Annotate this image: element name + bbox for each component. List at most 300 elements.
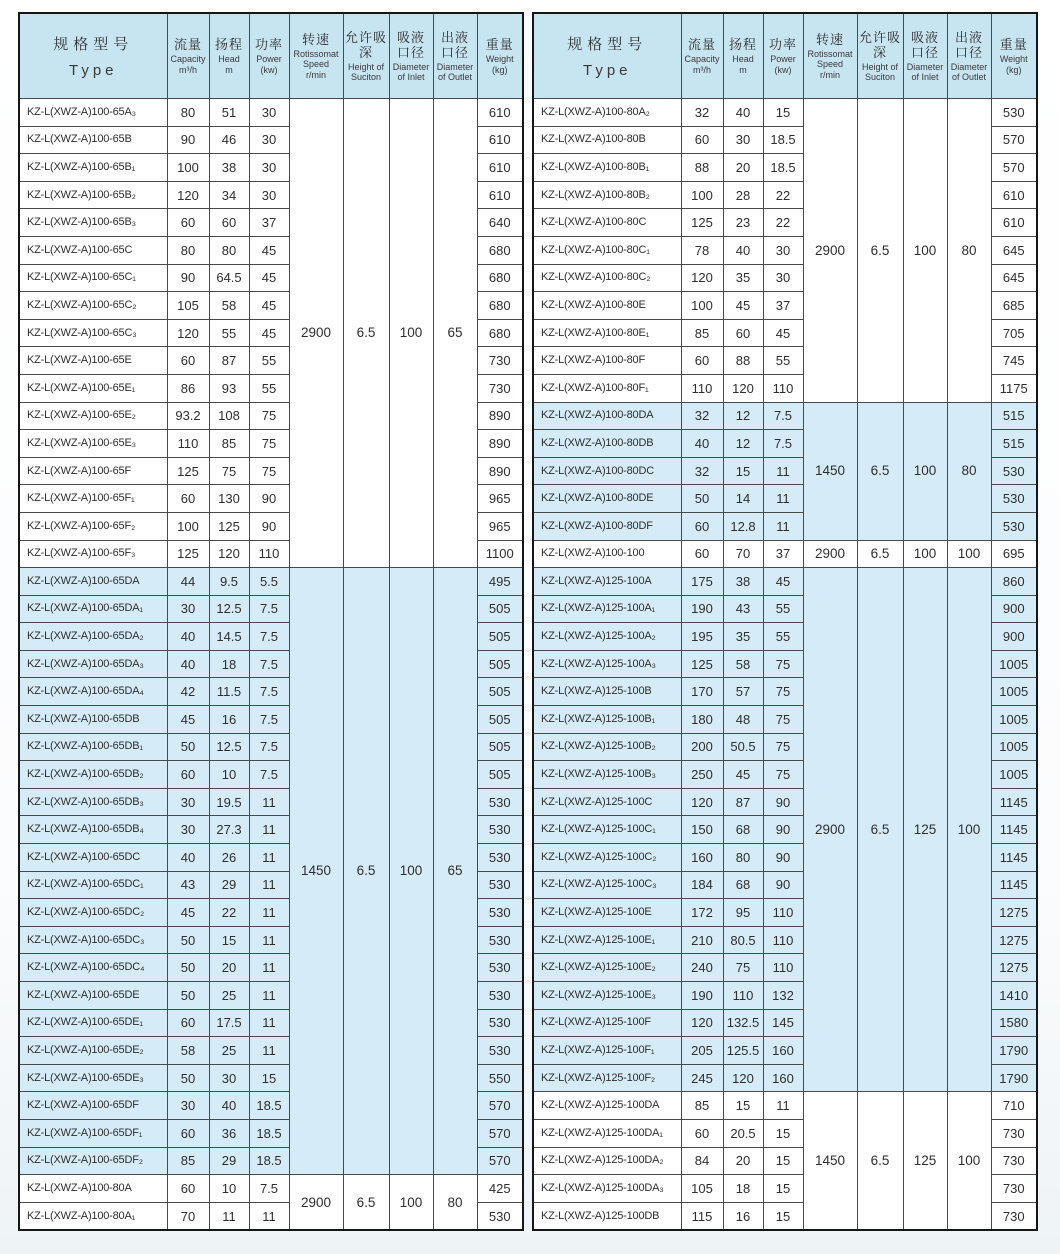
head-cell: 20 — [723, 154, 763, 182]
weight-cell: 890 — [477, 430, 523, 458]
outlet-diameter-cell: 80 — [947, 99, 991, 403]
type-cell: KZ-L(XWZ-A)125-100A₂ — [533, 623, 681, 651]
weight-cell: 645 — [991, 236, 1037, 264]
type-cell: KZ-L(XWZ-A)100-65E₁ — [19, 374, 167, 402]
head-cell: 28 — [723, 181, 763, 209]
head-cell: 38 — [209, 154, 249, 182]
power-cell: 11 — [249, 982, 289, 1010]
inlet-diameter-cell: 100 — [903, 402, 947, 540]
head-cell: 60 — [209, 209, 249, 237]
weight-cell: 530 — [477, 1009, 523, 1037]
weight-cell: 515 — [991, 402, 1037, 430]
head-cell: 45 — [723, 761, 763, 789]
head-cell: 85 — [209, 430, 249, 458]
weight-cell: 1005 — [991, 678, 1037, 706]
type-cell: KZ-L(XWZ-A)100-65DE — [19, 982, 167, 1010]
capacity-cell: 60 — [681, 126, 723, 154]
weight-cell: 685 — [991, 292, 1037, 320]
speed-cell: 2900 — [289, 1175, 343, 1231]
head-cell: 11 — [209, 1202, 249, 1230]
inlet-diameter-cell: 100 — [389, 568, 433, 1175]
type-cell: KZ-L(XWZ-A)100-65DB — [19, 706, 167, 734]
inlet-diameter-cell: 125 — [903, 1092, 947, 1230]
power-cell: 30 — [249, 99, 289, 127]
head-cell: 58 — [723, 650, 763, 678]
head-cell: 130 — [209, 485, 249, 513]
weight-cell: 505 — [477, 650, 523, 678]
power-cell: 7.5 — [249, 706, 289, 734]
head-cell: 93 — [209, 374, 249, 402]
weight-cell: 730 — [477, 347, 523, 375]
weight-cell: 505 — [477, 733, 523, 761]
head-cell: 16 — [723, 1202, 763, 1230]
power-cell: 30 — [249, 154, 289, 182]
capacity-cell: 30 — [167, 595, 209, 623]
type-cell: KZ-L(XWZ-A)100-65DB₂ — [19, 761, 167, 789]
capacity-cell: 200 — [681, 733, 723, 761]
inlet-diameter-cell: 125 — [903, 568, 947, 1092]
power-cell: 45 — [249, 236, 289, 264]
power-cell: 55 — [763, 623, 803, 651]
weight-cell: 610 — [477, 154, 523, 182]
head-cell: 75 — [723, 954, 763, 982]
head-cell: 88 — [723, 347, 763, 375]
capacity-cell: 60 — [681, 1119, 723, 1147]
capacity-cell: 30 — [167, 788, 209, 816]
capacity-cell: 43 — [167, 871, 209, 899]
power-cell: 18.5 — [249, 1092, 289, 1120]
type-cell: KZ-L(XWZ-A)100-80C — [533, 209, 681, 237]
weight-cell: 1145 — [991, 871, 1037, 899]
type-cell: KZ-L(XWZ-A)100-65F — [19, 457, 167, 485]
power-cell: 18.5 — [249, 1119, 289, 1147]
spec-row — [533, 540, 1037, 568]
head-cell: 87 — [209, 347, 249, 375]
type-cell: KZ-L(XWZ-A)100-80B — [533, 126, 681, 154]
power-cell: 75 — [763, 650, 803, 678]
type-cell: KZ-L(XWZ-A)125-100A₃ — [533, 650, 681, 678]
power-cell: 75 — [249, 430, 289, 458]
power-cell: 11 — [249, 871, 289, 899]
weight-cell: 530 — [477, 816, 523, 844]
type-cell: KZ-L(XWZ-A)125-100C₁ — [533, 816, 681, 844]
capacity-cell: 40 — [167, 650, 209, 678]
type-cell: KZ-L(XWZ-A)100-65DA — [19, 568, 167, 596]
power-cell: 18.5 — [763, 154, 803, 182]
power-cell: 160 — [763, 1037, 803, 1065]
weight-cell: 610 — [477, 99, 523, 127]
weight-cell: 680 — [477, 319, 523, 347]
capacity-cell: 240 — [681, 954, 723, 982]
type-cell: KZ-L(XWZ-A)100-80E₁ — [533, 319, 681, 347]
head-cell: 45 — [723, 292, 763, 320]
power-cell: 15 — [763, 1147, 803, 1175]
head-cell: 64.5 — [209, 264, 249, 292]
type-cell: KZ-L(XWZ-A)100-65E — [19, 347, 167, 375]
weight-cell: 890 — [477, 457, 523, 485]
head-cell: 68 — [723, 871, 763, 899]
capacity-cell: 205 — [681, 1037, 723, 1065]
capacity-cell: 110 — [681, 374, 723, 402]
type-cell: KZ-L(XWZ-A)100-65F₁ — [19, 485, 167, 513]
pump-spec-table-left — [18, 12, 524, 1231]
head-cell: 38 — [723, 568, 763, 596]
power-cell: 11 — [763, 1092, 803, 1120]
capacity-cell: 60 — [167, 347, 209, 375]
weight-cell: 530 — [477, 844, 523, 872]
weight-cell: 1175 — [991, 374, 1037, 402]
capacity-cell: 245 — [681, 1064, 723, 1092]
power-cell: 37 — [763, 540, 803, 568]
head-cell: 75 — [209, 457, 249, 485]
power-cell: 110 — [763, 926, 803, 954]
weight-cell: 530 — [477, 899, 523, 927]
power-cell: 75 — [763, 733, 803, 761]
column-header-speed: 转速 Rotissomat Speed r/min — [289, 13, 343, 99]
weight-cell: 1410 — [991, 982, 1037, 1010]
head-cell: 10 — [209, 1175, 249, 1203]
head-cell: 36 — [209, 1119, 249, 1147]
head-cell: 30 — [209, 1064, 249, 1092]
inlet-diameter-cell: 100 — [389, 99, 433, 568]
type-cell: KZ-L(XWZ-A)100-65DE₃ — [19, 1064, 167, 1092]
capacity-cell: 40 — [681, 430, 723, 458]
head-cell: 27.3 — [209, 816, 249, 844]
type-cell: KZ-L(XWZ-A)125-100E₃ — [533, 982, 681, 1010]
capacity-cell: 125 — [681, 650, 723, 678]
capacity-cell: 125 — [681, 209, 723, 237]
capacity-cell: 85 — [681, 1092, 723, 1120]
suction-height-cell: 6.5 — [343, 99, 389, 568]
type-cell: KZ-L(XWZ-A)100-65DB₃ — [19, 788, 167, 816]
type-cell: KZ-L(XWZ-A)100-80C₁ — [533, 236, 681, 264]
weight-cell: 550 — [477, 1064, 523, 1092]
power-cell: 11 — [249, 899, 289, 927]
capacity-cell: 172 — [681, 899, 723, 927]
weight-cell: 610 — [477, 181, 523, 209]
head-cell: 26 — [209, 844, 249, 872]
column-header-head: 扬程 Head m — [723, 13, 763, 99]
capacity-cell: 60 — [681, 347, 723, 375]
type-cell: KZ-L(XWZ-A)100-65DE₂ — [19, 1037, 167, 1065]
type-cell: KZ-L(XWZ-A)125-100DA₁ — [533, 1119, 681, 1147]
capacity-cell: 50 — [167, 926, 209, 954]
weight-cell: 1275 — [991, 899, 1037, 927]
power-cell: 55 — [763, 595, 803, 623]
type-cell: KZ-L(XWZ-A)125-100C — [533, 788, 681, 816]
weight-cell: 505 — [477, 678, 523, 706]
speed-cell: 2900 — [803, 568, 857, 1092]
outlet-diameter-cell: 65 — [433, 99, 477, 568]
power-cell: 30 — [249, 181, 289, 209]
type-cell: KZ-L(XWZ-A)100-65A₃ — [19, 99, 167, 127]
power-cell: 55 — [763, 347, 803, 375]
head-cell: 60 — [723, 319, 763, 347]
capacity-cell: 100 — [167, 154, 209, 182]
capacity-cell: 32 — [681, 99, 723, 127]
power-cell: 90 — [249, 485, 289, 513]
weight-cell: 900 — [991, 623, 1037, 651]
type-cell: KZ-L(XWZ-A)100-80E — [533, 292, 681, 320]
weight-cell: 1790 — [991, 1037, 1037, 1065]
weight-cell: 645 — [991, 264, 1037, 292]
column-header-type: 规格型号 Type — [19, 13, 167, 99]
outlet-diameter-cell: 100 — [947, 568, 991, 1092]
weight-cell: 1005 — [991, 706, 1037, 734]
power-cell: 75 — [249, 457, 289, 485]
outlet-diameter-cell: 80 — [433, 1175, 477, 1231]
power-cell: 7.5 — [249, 678, 289, 706]
power-cell: 160 — [763, 1064, 803, 1092]
capacity-cell: 84 — [681, 1147, 723, 1175]
column-header-suction: 允许吸深 Height of Suciton — [857, 13, 903, 99]
type-cell: KZ-L(XWZ-A)100-65B₂ — [19, 181, 167, 209]
head-cell: 35 — [723, 623, 763, 651]
head-cell: 22 — [209, 899, 249, 927]
power-cell: 30 — [249, 126, 289, 154]
head-cell: 16 — [209, 706, 249, 734]
type-cell: KZ-L(XWZ-A)100-65DF — [19, 1092, 167, 1120]
type-cell: KZ-L(XWZ-A)100-80F₁ — [533, 374, 681, 402]
capacity-cell: 125 — [167, 540, 209, 568]
head-cell: 14.5 — [209, 623, 249, 651]
capacity-cell: 120 — [681, 264, 723, 292]
spec-row — [19, 99, 523, 127]
capacity-cell: 180 — [681, 706, 723, 734]
type-cell: KZ-L(XWZ-A)100-65C₁ — [19, 264, 167, 292]
capacity-cell: 90 — [167, 264, 209, 292]
power-cell: 110 — [763, 954, 803, 982]
capacity-cell: 88 — [681, 154, 723, 182]
capacity-cell: 115 — [681, 1202, 723, 1230]
capacity-cell: 60 — [167, 1175, 209, 1203]
capacity-cell: 190 — [681, 595, 723, 623]
power-cell: 110 — [763, 374, 803, 402]
head-cell: 95 — [723, 899, 763, 927]
type-cell: KZ-L(XWZ-A)100-65DC₂ — [19, 899, 167, 927]
power-cell: 110 — [763, 899, 803, 927]
head-cell: 68 — [723, 816, 763, 844]
weight-cell: 705 — [991, 319, 1037, 347]
header-row — [19, 13, 523, 99]
head-cell: 9.5 — [209, 568, 249, 596]
power-cell: 75 — [763, 678, 803, 706]
header-row — [533, 13, 1037, 99]
power-cell: 11 — [249, 954, 289, 982]
power-cell: 11 — [249, 1037, 289, 1065]
power-cell: 5.5 — [249, 568, 289, 596]
weight-cell: 530 — [477, 982, 523, 1010]
head-cell: 35 — [723, 264, 763, 292]
weight-cell: 695 — [991, 540, 1037, 568]
power-cell: 11 — [249, 844, 289, 872]
power-cell: 11 — [249, 816, 289, 844]
head-cell: 15 — [723, 1092, 763, 1120]
weight-cell: 530 — [477, 788, 523, 816]
head-cell: 51 — [209, 99, 249, 127]
spec-row — [19, 1175, 523, 1203]
head-cell: 14 — [723, 485, 763, 513]
power-cell: 45 — [249, 264, 289, 292]
weight-cell: 965 — [477, 485, 523, 513]
head-cell: 125.5 — [723, 1037, 763, 1065]
head-cell: 25 — [209, 982, 249, 1010]
head-cell: 29 — [209, 1147, 249, 1175]
capacity-cell: 93.2 — [167, 402, 209, 430]
power-cell: 11 — [249, 1202, 289, 1230]
weight-cell: 710 — [991, 1092, 1037, 1120]
column-header-power: 功率 Power (kw) — [763, 13, 803, 99]
power-cell: 11 — [763, 457, 803, 485]
capacity-cell: 105 — [681, 1175, 723, 1203]
head-cell: 80.5 — [723, 926, 763, 954]
type-cell: KZ-L(XWZ-A)100-65C₃ — [19, 319, 167, 347]
capacity-cell: 44 — [167, 568, 209, 596]
power-cell: 11 — [763, 485, 803, 513]
column-header-suction: 允许吸深 Height of Suciton — [343, 13, 389, 99]
power-cell: 11 — [763, 512, 803, 540]
head-cell: 12.5 — [209, 733, 249, 761]
power-cell: 7.5 — [249, 595, 289, 623]
spec-row — [533, 568, 1037, 596]
outlet-diameter-cell: 100 — [947, 1092, 991, 1230]
type-cell: KZ-L(XWZ-A)100-65DC₄ — [19, 954, 167, 982]
head-cell: 20.5 — [723, 1119, 763, 1147]
speed-cell: 2900 — [289, 99, 343, 568]
outlet-diameter-cell: 65 — [433, 568, 477, 1175]
weight-cell: 530 — [477, 1037, 523, 1065]
weight-cell: 610 — [477, 126, 523, 154]
suction-height-cell: 6.5 — [857, 568, 903, 1092]
type-cell: KZ-L(XWZ-A)100-80DA — [533, 402, 681, 430]
type-cell: KZ-L(XWZ-A)125-100F — [533, 1009, 681, 1037]
type-cell: KZ-L(XWZ-A)125-100DA₂ — [533, 1147, 681, 1175]
weight-cell: 730 — [991, 1119, 1037, 1147]
power-cell: 15 — [763, 1119, 803, 1147]
capacity-cell: 60 — [167, 1009, 209, 1037]
type-cell: KZ-L(XWZ-A)100-65E₃ — [19, 430, 167, 458]
type-cell: KZ-L(XWZ-A)100-65B₁ — [19, 154, 167, 182]
weight-cell: 730 — [991, 1202, 1037, 1230]
suction-height-cell: 6.5 — [343, 568, 389, 1175]
power-cell: 75 — [249, 402, 289, 430]
type-cell: KZ-L(XWZ-A)125-100B — [533, 678, 681, 706]
head-cell: 48 — [723, 706, 763, 734]
weight-cell: 530 — [477, 871, 523, 899]
capacity-cell: 210 — [681, 926, 723, 954]
speed-cell: 2900 — [803, 99, 857, 403]
type-cell: KZ-L(XWZ-A)100-80A₂ — [533, 99, 681, 127]
head-cell: 30 — [723, 126, 763, 154]
capacity-cell: 120 — [167, 181, 209, 209]
inlet-diameter-cell: 100 — [903, 540, 947, 568]
type-cell: KZ-L(XWZ-A)125-100C₃ — [533, 871, 681, 899]
spec-row — [19, 568, 523, 596]
type-cell: KZ-L(XWZ-A)100-65DC — [19, 844, 167, 872]
power-cell: 7.5 — [763, 430, 803, 458]
column-header-capacity: 流量 Capacity m³/h — [681, 13, 723, 99]
power-cell: 37 — [763, 292, 803, 320]
power-cell: 45 — [763, 568, 803, 596]
head-cell: 11.5 — [209, 678, 249, 706]
column-header-weight: 重量 Weight (kg) — [991, 13, 1037, 99]
type-cell: KZ-L(XWZ-A)100-65DA₁ — [19, 595, 167, 623]
head-cell: 29 — [209, 871, 249, 899]
type-cell: KZ-L(XWZ-A)100-65DC₁ — [19, 871, 167, 899]
weight-cell: 530 — [991, 512, 1037, 540]
type-cell: KZ-L(XWZ-A)100-65DA₃ — [19, 650, 167, 678]
capacity-cell: 80 — [167, 99, 209, 127]
power-cell: 11 — [249, 1009, 289, 1037]
weight-cell: 610 — [991, 181, 1037, 209]
head-cell: 17.5 — [209, 1009, 249, 1037]
weight-cell: 570 — [477, 1147, 523, 1175]
power-cell: 7.5 — [249, 733, 289, 761]
column-header-capacity: 流量 Capacity m³/h — [167, 13, 209, 99]
head-cell: 34 — [209, 181, 249, 209]
capacity-cell: 50 — [167, 733, 209, 761]
head-cell: 87 — [723, 788, 763, 816]
suction-height-cell: 6.5 — [857, 1092, 903, 1230]
type-cell: KZ-L(XWZ-A)100-80A — [19, 1175, 167, 1203]
head-cell: 23 — [723, 209, 763, 237]
head-cell: 125 — [209, 512, 249, 540]
head-cell: 10 — [209, 761, 249, 789]
weight-cell: 505 — [477, 595, 523, 623]
type-cell: KZ-L(XWZ-A)125-100DA₃ — [533, 1175, 681, 1203]
spec-row — [533, 1092, 1037, 1120]
capacity-cell: 40 — [167, 844, 209, 872]
capacity-cell: 60 — [681, 540, 723, 568]
weight-cell: 1005 — [991, 733, 1037, 761]
power-cell: 45 — [763, 319, 803, 347]
capacity-cell: 40 — [167, 623, 209, 651]
suction-height-cell: 6.5 — [857, 402, 903, 540]
power-cell: 30 — [763, 236, 803, 264]
type-cell: KZ-L(XWZ-A)100-65F₂ — [19, 512, 167, 540]
type-cell: KZ-L(XWZ-A)100-80B₂ — [533, 181, 681, 209]
capacity-cell: 32 — [681, 457, 723, 485]
spec-row — [533, 402, 1037, 430]
type-cell: KZ-L(XWZ-A)125-100E₂ — [533, 954, 681, 982]
weight-cell: 570 — [477, 1092, 523, 1120]
type-cell: KZ-L(XWZ-A)125-100A — [533, 568, 681, 596]
head-cell: 58 — [209, 292, 249, 320]
power-cell: 18.5 — [763, 126, 803, 154]
outlet-diameter-cell: 100 — [947, 540, 991, 568]
weight-cell: 1275 — [991, 954, 1037, 982]
power-cell: 37 — [249, 209, 289, 237]
speed-cell: 1450 — [803, 1092, 857, 1230]
speed-cell: 1450 — [803, 402, 857, 540]
type-cell: KZ-L(XWZ-A)100-65DF₁ — [19, 1119, 167, 1147]
type-cell: KZ-L(XWZ-A)100-80C₂ — [533, 264, 681, 292]
type-cell: KZ-L(XWZ-A)100-65DF₂ — [19, 1147, 167, 1175]
capacity-cell: 195 — [681, 623, 723, 651]
column-header-outlet: 出液口径 Diameter of Outlet — [947, 13, 991, 99]
head-cell: 18 — [209, 650, 249, 678]
weight-cell: 900 — [991, 595, 1037, 623]
weight-cell: 515 — [991, 430, 1037, 458]
type-cell: KZ-L(XWZ-A)125-100F₁ — [533, 1037, 681, 1065]
weight-cell: 530 — [991, 99, 1037, 127]
head-cell: 20 — [209, 954, 249, 982]
power-cell: 15 — [763, 1202, 803, 1230]
type-cell: KZ-L(XWZ-A)100-65DA₄ — [19, 678, 167, 706]
power-cell: 55 — [249, 347, 289, 375]
type-cell: KZ-L(XWZ-A)100-80DC — [533, 457, 681, 485]
type-cell: KZ-L(XWZ-A)100-80A₁ — [19, 1202, 167, 1230]
